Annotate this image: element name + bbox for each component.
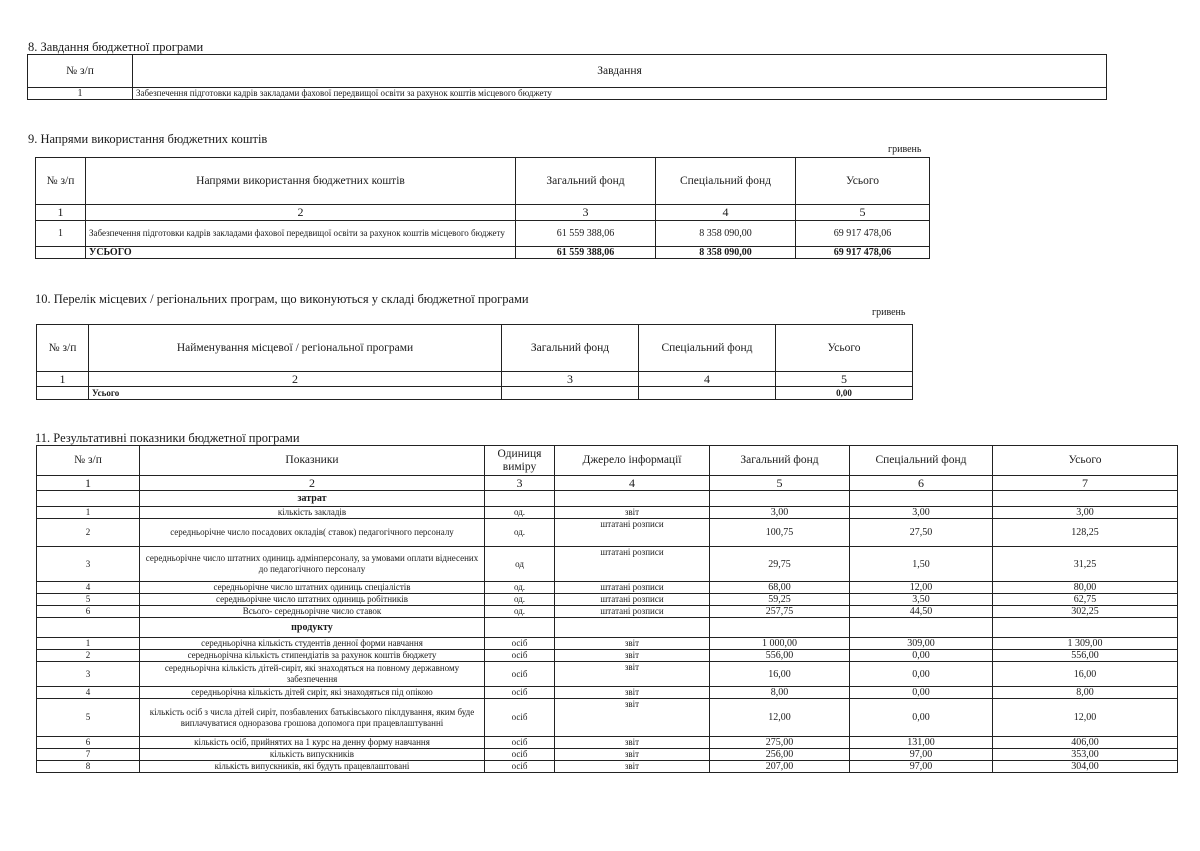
row-total: 353,00 — [993, 749, 1178, 761]
row-total: 62,75 — [993, 594, 1178, 606]
row-no: 1 — [37, 507, 140, 519]
row-special: 3,50 — [850, 594, 993, 606]
table-row — [37, 687, 1178, 699]
row-unit: осіб — [485, 687, 555, 699]
row-source: звіт — [555, 687, 710, 699]
col-number: 2 — [86, 205, 516, 221]
row-source: штатані розписи — [555, 582, 710, 594]
section-8-title: 8. Завдання бюджетної програми — [28, 40, 204, 54]
row-no: 8 — [37, 761, 140, 773]
table-row — [37, 650, 1178, 662]
col-number: 7 — [993, 476, 1178, 491]
row-general: 12,00 — [710, 699, 850, 737]
row-total: 80,00 — [993, 582, 1178, 594]
row-special: 0,00 — [850, 699, 993, 737]
section-10-title: 10. Перелік місцевих / регіональних програм, що виконуються у складі бюджетної програми — [35, 292, 529, 306]
table-row — [37, 507, 1178, 519]
row-direction: Забезпечення підготовки кадрів закладами фахової передвищої освіти за рахунок коштів місцевого бюджету — [86, 221, 516, 247]
col-number: 5 — [776, 372, 913, 387]
row-special: 309,00 — [850, 638, 993, 650]
row-unit: од. — [485, 519, 555, 547]
empty-cell — [37, 618, 140, 638]
row-source: звіт — [555, 749, 710, 761]
empty-cell — [485, 618, 555, 638]
table-row — [37, 638, 1178, 650]
header-total: Усього — [796, 158, 930, 205]
header-special: Спеціальний фонд — [639, 325, 776, 372]
results-table — [36, 445, 1178, 773]
header-special: Спеціальний фонд — [850, 446, 993, 476]
header-direction: Напрями використання бюджетних коштів — [86, 158, 516, 205]
row-name: Всього- середньорічне число ставок — [140, 606, 485, 618]
row-name: середньорічна кількість стипендіатів за рахунок коштів бюджету — [140, 650, 485, 662]
row-unit: осіб — [485, 761, 555, 773]
row-name: середньорічна кількість дітей-сиріт, які знаходяться на повному державному забезпечення — [140, 662, 485, 687]
row-special: 3,00 — [850, 507, 993, 519]
row-name: середньорічне число штатних одиниць спеціалістів — [140, 582, 485, 594]
row-unit: осіб — [485, 638, 555, 650]
row-total: 16,00 — [993, 662, 1178, 687]
row-no: 6 — [37, 737, 140, 749]
table-row — [37, 761, 1178, 773]
row-source: звіт — [555, 650, 710, 662]
row-name: середньорічне число штатних одиниць робітників — [140, 594, 485, 606]
row-total: 1 309,00 — [993, 638, 1178, 650]
row-no: 7 — [37, 749, 140, 761]
header-general: Загальний фонд — [710, 446, 850, 476]
row-general: 59,25 — [710, 594, 850, 606]
row-total: 304,00 — [993, 761, 1178, 773]
row-unit: од. — [485, 507, 555, 519]
row-no: 4 — [37, 687, 140, 699]
tasks-table — [27, 54, 1107, 100]
row-special: 131,00 — [850, 737, 993, 749]
table-row — [37, 606, 1178, 618]
row-total: 556,00 — [993, 650, 1178, 662]
header-indicator: Показники — [140, 446, 485, 476]
row-no: 1 — [37, 638, 140, 650]
row-unit: осіб — [485, 662, 555, 687]
empty-cell — [710, 491, 850, 507]
header-source: Джерело інформації — [555, 446, 710, 476]
row-source: штатані розписи — [555, 594, 710, 606]
col-number: 6 — [850, 476, 993, 491]
table-row — [28, 88, 1107, 100]
row-total: 3,00 — [993, 507, 1178, 519]
section-11-title: 11. Результативні показники бюджетної програми — [35, 431, 300, 445]
col-number: 5 — [796, 205, 930, 221]
row-name: кількість осіб, прийнятих на 1 курс на денну форму навчання — [140, 737, 485, 749]
row-total: 8,00 — [993, 687, 1178, 699]
row-total: 31,25 — [993, 547, 1178, 582]
header-program: Найменування місцевої / регіональної програми — [89, 325, 502, 372]
row-unit: осіб — [485, 650, 555, 662]
col-number: 4 — [555, 476, 710, 491]
row-general: 29,75 — [710, 547, 850, 582]
total-total: 69 917 478,06 — [796, 247, 930, 259]
total-label: Усього — [89, 387, 502, 400]
group-name: продукту — [140, 618, 485, 638]
row-unit: од — [485, 547, 555, 582]
empty-cell — [555, 491, 710, 507]
header-no: № з/п — [37, 446, 140, 476]
row-no: 3 — [37, 662, 140, 687]
row-total: 69 917 478,06 — [796, 221, 930, 247]
total-special — [639, 387, 776, 400]
total-label: УСЬОГО — [86, 247, 516, 259]
row-source: звіт — [555, 737, 710, 749]
row-special: 1,50 — [850, 547, 993, 582]
row-source: звіт — [555, 662, 710, 687]
row-unit: осіб — [485, 699, 555, 737]
total-general: 61 559 388,06 — [516, 247, 656, 259]
table-row — [37, 699, 1178, 737]
row-total: 406,00 — [993, 737, 1178, 749]
section-10-unit: гривень — [872, 307, 906, 318]
header-no: № з/п — [28, 55, 133, 88]
empty-cell — [710, 618, 850, 638]
header-total: Усього — [993, 446, 1178, 476]
programs-table — [36, 324, 913, 400]
col-number: 1 — [37, 476, 140, 491]
row-unit: од. — [485, 594, 555, 606]
header-no: № з/п — [37, 325, 89, 372]
row-unit: од. — [485, 606, 555, 618]
table-row — [37, 547, 1178, 582]
row-no: 4 — [37, 582, 140, 594]
row-general: 68,00 — [710, 582, 850, 594]
group-name: затрат — [140, 491, 485, 507]
row-source: штатані розписи — [555, 519, 710, 547]
row-no: 2 — [37, 519, 140, 547]
row-general: 556,00 — [710, 650, 850, 662]
empty-cell — [555, 618, 710, 638]
section-9-unit: гривень — [888, 144, 922, 155]
header-total: Усього — [776, 325, 913, 372]
total-general — [502, 387, 639, 400]
table-row — [37, 582, 1178, 594]
row-source: звіт — [555, 507, 710, 519]
row-total: 302,25 — [993, 606, 1178, 618]
row-special: 44,50 — [850, 606, 993, 618]
row-source: звіт — [555, 638, 710, 650]
empty-cell — [485, 491, 555, 507]
header-task: Завдання — [133, 55, 1107, 88]
row-general: 61 559 388,06 — [516, 221, 656, 247]
row-name: кількість закладів — [140, 507, 485, 519]
col-number: 1 — [37, 372, 89, 387]
row-special: 27,50 — [850, 519, 993, 547]
col-number: 3 — [502, 372, 639, 387]
row-name: кількість випускників, які будуть працевлаштовані — [140, 761, 485, 773]
row-name: середньорічне число посадових окладів( ставок) педагогічного персоналу — [140, 519, 485, 547]
group-row — [37, 618, 1178, 638]
row-no: 1 — [28, 88, 133, 100]
col-number: 2 — [140, 476, 485, 491]
empty-cell — [37, 491, 140, 507]
row-name: середньорічна кількість студентів денної форми навчання — [140, 638, 485, 650]
col-number: 4 — [639, 372, 776, 387]
empty-cell — [993, 618, 1178, 638]
header-unit: Одиниця виміру — [485, 446, 555, 476]
row-general: 256,00 — [710, 749, 850, 761]
row-unit: осіб — [485, 737, 555, 749]
empty-cell — [850, 618, 993, 638]
row-general: 16,00 — [710, 662, 850, 687]
total-special: 8 358 090,00 — [656, 247, 796, 259]
row-unit: од. — [485, 582, 555, 594]
total-total: 0,00 — [776, 387, 913, 400]
row-name: середньорічна кількість дітей сиріт, які знаходяться під опікою — [140, 687, 485, 699]
col-number: 3 — [485, 476, 555, 491]
row-special: 97,00 — [850, 761, 993, 773]
row-special: 0,00 — [850, 650, 993, 662]
col-number: 5 — [710, 476, 850, 491]
row-source: звіт — [555, 761, 710, 773]
row-unit: осіб — [485, 749, 555, 761]
row-general: 1 000,00 — [710, 638, 850, 650]
directions-table — [35, 157, 930, 259]
empty-cell — [850, 491, 993, 507]
row-no: 2 — [37, 650, 140, 662]
row-general: 275,00 — [710, 737, 850, 749]
row-general: 3,00 — [710, 507, 850, 519]
row-task: Забезпечення підготовки кадрів закладами фахової передвищої освіти за рахунок коштів місцевого бюджету — [133, 88, 1107, 100]
row-no: 3 — [37, 547, 140, 582]
table-row — [37, 737, 1178, 749]
empty-cell — [993, 491, 1178, 507]
row-no: 1 — [36, 221, 86, 247]
table-row — [37, 662, 1178, 687]
header-special: Спеціальний фонд — [656, 158, 796, 205]
row-no: 6 — [37, 606, 140, 618]
row-general: 100,75 — [710, 519, 850, 547]
group-row — [37, 491, 1178, 507]
row-total: 128,25 — [993, 519, 1178, 547]
row-general: 8,00 — [710, 687, 850, 699]
header-general: Загальний фонд — [502, 325, 639, 372]
table-row — [36, 221, 930, 247]
row-no: 5 — [37, 594, 140, 606]
header-no: № з/п — [36, 158, 86, 205]
col-number: 2 — [89, 372, 502, 387]
row-general: 257,75 — [710, 606, 850, 618]
row-name: кількість випускників — [140, 749, 485, 761]
total-row — [36, 247, 930, 259]
table-row — [37, 594, 1178, 606]
section-9-title: 9. Напрями використання бюджетних коштів — [28, 132, 268, 146]
header-general: Загальний фонд — [516, 158, 656, 205]
row-name: середньорічне число штатних одиниць адмінперсоналу, за умовами оплати віднесених до педагогічного персоналу — [140, 547, 485, 582]
row-no: 5 — [37, 699, 140, 737]
row-source: звіт — [555, 699, 710, 737]
row-special: 0,00 — [850, 687, 993, 699]
col-number: 4 — [656, 205, 796, 221]
row-special: 12,00 — [850, 582, 993, 594]
col-number: 1 — [36, 205, 86, 221]
row-general: 207,00 — [710, 761, 850, 773]
row-source: штатані розписи — [555, 547, 710, 582]
row-special: 97,00 — [850, 749, 993, 761]
row-source: штатані розписи — [555, 606, 710, 618]
total-row — [37, 387, 913, 400]
row-special: 8 358 090,00 — [656, 221, 796, 247]
table-row — [37, 519, 1178, 547]
col-number: 3 — [516, 205, 656, 221]
table-row — [37, 749, 1178, 761]
row-special: 0,00 — [850, 662, 993, 687]
row-name: кількість осіб з числа дітей сиріт, позбавлених батьківського піклдування, яким буде виплачуватися одноразова грошова допомога при працевлаштуванні — [140, 699, 485, 737]
row-total: 12,00 — [993, 699, 1178, 737]
